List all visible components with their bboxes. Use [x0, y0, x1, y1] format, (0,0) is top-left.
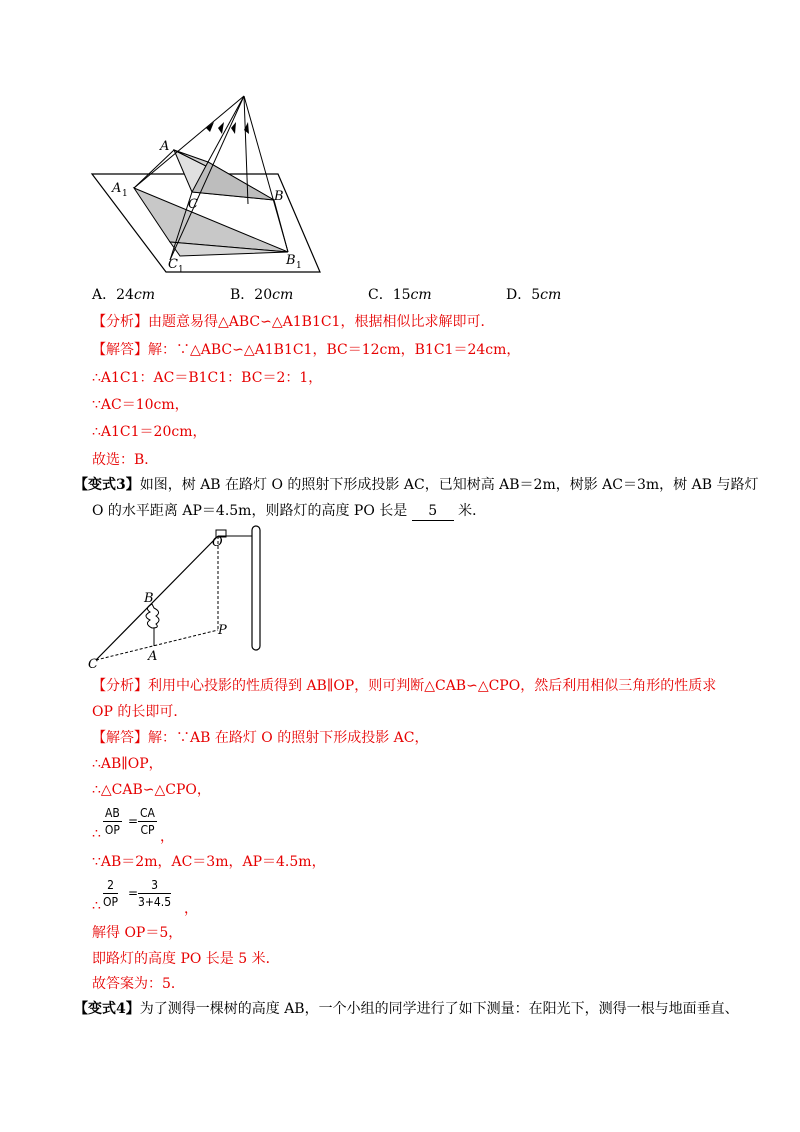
projection-figure-1	[88, 92, 328, 276]
label-B1-sub: 1	[296, 261, 302, 271]
frac2-left: $\frac{2}{OP}$	[103, 878, 119, 909]
q2-solution-line-4: ∴A1C1＝20cm，	[92, 424, 207, 440]
label-C: C	[188, 197, 198, 212]
q3-analysis-line-1: 【分析】利用中心投影的性质得到 AB∥OP，则可判断△CAB∽△CPO，然后利用相似三角形的性质求	[92, 678, 717, 694]
q2-solution-line-3: ∵AC＝10cm，	[92, 397, 189, 413]
label-B2: B	[144, 591, 154, 606]
q3-answer-blank: 5	[412, 502, 454, 521]
frac2-suffix: ，	[184, 901, 198, 917]
q3-statement-line-2: O 的水平距离 AP＝4.5m，则路灯的高度 PO 长是 5 米．	[92, 503, 487, 519]
frac2-right: $\frac{3}{3+4.5}$	[138, 878, 172, 909]
frac1-equals: =	[128, 814, 139, 828]
frac1-suffix: ，	[160, 829, 174, 845]
frac2-equals: =	[128, 886, 139, 900]
frac2-prefix: ∴	[92, 898, 101, 914]
q3-solution-line-2: ∴AB∥OP，	[92, 756, 163, 772]
q2-solution-line-1: 【解答】解：∵△ABC∽△A1B1C1，BC＝12cm，B1C1＝24cm，	[92, 342, 521, 358]
label-A: A	[160, 139, 170, 154]
lamp-tree-figure	[88, 522, 278, 672]
q2-solution-line-2: ∴A1C1：AC＝B1C1：BC＝2：1，	[92, 370, 323, 386]
q3-result-line-3: 故答案为：5．	[92, 976, 185, 992]
label-P: P	[218, 623, 227, 638]
q3-given: ∵AB＝2m，AC＝3m，AP＝4.5m，	[92, 854, 326, 870]
label-A2: A	[148, 649, 158, 664]
label-A1-sub: 1	[122, 189, 128, 199]
q3-solution-line-1: 【解答】解：∵AB 在路灯 O 的照射下形成投影 AC，	[92, 730, 429, 746]
label-C1-sub: 1	[178, 265, 184, 275]
option-c: C．15cm	[368, 287, 432, 303]
frac1-right: $\frac{CA}{CP}$	[140, 806, 155, 837]
option-d: D．5cm	[506, 287, 562, 303]
label-O: O	[212, 535, 223, 550]
q3-result-line-1: 解得 OP＝5，	[92, 925, 183, 941]
q2-solution-line-5: 故选：B．	[92, 452, 159, 468]
label-A1: A	[112, 181, 122, 196]
option-b: B．20cm	[230, 287, 294, 303]
label-C1: C	[168, 257, 178, 272]
q3-statement-line-1: 【变式3】如图，树 AB 在路灯 O 的照射下形成投影 AC，已知树高 AB＝2m，树影 AC＝3m，树 AB 与路灯	[74, 477, 759, 493]
q3-analysis-line-2: OP 的长即可．	[92, 704, 188, 720]
label-B: B	[274, 189, 284, 204]
q4-statement: 【变式4】为了测得一棵树的高度 AB，一个小组的同学进行了如下测量：在阳光下，测得一根与地面垂直、	[74, 1001, 739, 1017]
q3-result-line-2: 即路灯的高度 PO 长是 5 米．	[92, 951, 280, 967]
q3-solution-line-3: ∴△CAB∽△CPO，	[92, 782, 211, 798]
label-C2: C	[88, 657, 98, 672]
frac1-prefix: ∴	[92, 826, 101, 842]
q2-analysis: 【分析】由题意易得△ABC∽△A1B1C1，根据相似比求解即可．	[92, 314, 495, 330]
frac1-left: $\frac{AB}{OP}$	[104, 806, 120, 837]
label-B1: B	[286, 253, 296, 268]
option-a: A．24cm	[92, 287, 156, 303]
